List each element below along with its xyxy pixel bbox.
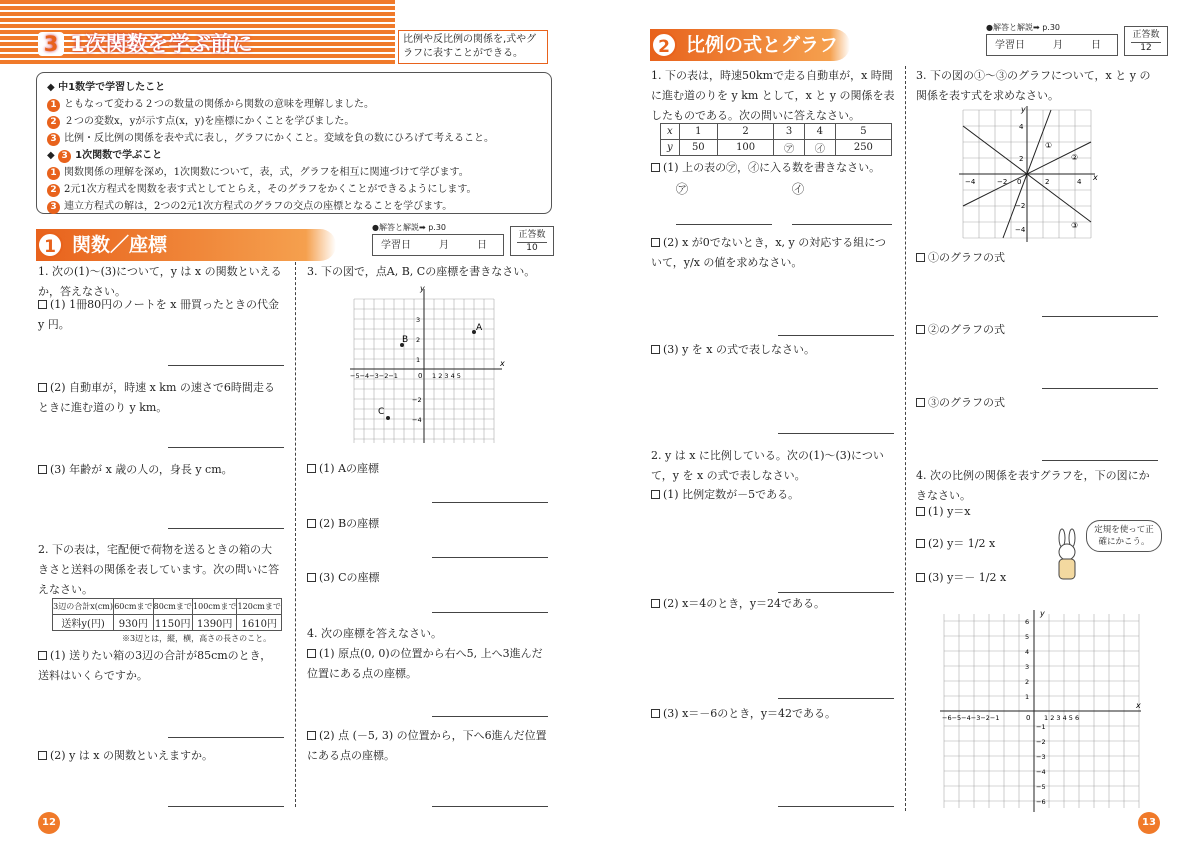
r-q1-s2: (2) x が0でないとき，x, y の対応する組について，y/x の値を求めなさい。: [651, 236, 887, 269]
section-1-title: 関数／座標: [36, 229, 336, 261]
intro-box: ◆ 中1数学で学習したこと 1 ともなって変わる２つの数量の関係から関数の意味を理解しました。 2 ２つの変数x，yが示す点(x，y)を座標にかくことを学びました。 3 比例・反比例の関係を表や式に表し，グラフにかくこと。変域を負の数にひろげて考えること。 ◆ 3 1次関数で学ぶこと 1 関数関係の理解を深め，1次関数について，表，式，グラフを相互に関連づけて学びます。 2 2元1次方程式を関数を表す式としてとらえ，そのグラフをかくことができるようにします。 3 連立方程式の解は，2つの2元1次方程式のグラフの交点の座標となることを学びます。: [36, 72, 552, 214]
study-date-right: 学習日 月 日: [986, 34, 1118, 56]
answer-line[interactable]: [778, 335, 894, 336]
r-q1-s1: (1) 上の表の㋐，㋑に入る数を書きなさい。: [651, 158, 895, 178]
answer-line[interactable]: [432, 557, 548, 558]
svg-text:2: 2: [1025, 678, 1030, 686]
checkbox[interactable]: [38, 751, 47, 760]
l-q1-stem: 1. 次の(1)～(3)について，y は x の関数といえるか，答えなさい。: [38, 265, 282, 298]
answer-line[interactable]: [432, 502, 548, 503]
answer-ref-right: ●解答と解説➡ p.30: [986, 23, 1061, 32]
speed-table: x 1 2 3 4 5 y 50 100 ㋐ ㋑ 250: [660, 123, 892, 156]
coordinate-grid-b: [955, 104, 1105, 247]
svg-text:−3: −3: [1036, 753, 1046, 761]
svg-text:−4: −4: [1036, 768, 1046, 776]
r-q3-stem: 3. 下の図の①～③のグラフについて，x と y の関係を表す式を求めなさい。: [916, 69, 1151, 102]
page-number-right: 13: [1138, 812, 1160, 834]
l-q1-s1: (1) 1冊80円のノートを x 冊買ったときの代金 y 円。: [38, 298, 279, 331]
svg-text:4: 4: [1019, 123, 1024, 131]
checkbox[interactable]: [651, 709, 660, 718]
label-a: ㋐: [676, 182, 689, 196]
answer-line[interactable]: [168, 447, 284, 448]
chapter-num: 3: [38, 32, 64, 56]
svg-text:3: 3: [1025, 663, 1030, 671]
svg-text:y: y: [1040, 609, 1045, 618]
r-q3-s2: ②のグラフの式: [916, 320, 1005, 340]
svg-text:2: 2: [1019, 155, 1024, 163]
l-q3-s1: (1) Aの座標: [307, 459, 379, 479]
answer-line[interactable]: [1042, 460, 1158, 461]
svg-text:x: x: [500, 359, 505, 368]
label-b: B: [402, 335, 409, 345]
svg-text:−4: −4: [1015, 226, 1026, 234]
answer-line[interactable]: [168, 365, 284, 366]
checkbox[interactable]: [916, 539, 925, 548]
svg-text:x: x: [1136, 701, 1141, 710]
svg-text:−6: −6: [1036, 798, 1046, 806]
section-2-num: 2: [651, 32, 677, 58]
svg-text:5: 5: [1025, 633, 1030, 641]
rabbit-illustration: [1050, 528, 1086, 587]
l-q4-s2: (2) 点 (－5, 3) の位置から，下へ6進んだ位置にある点の座標。: [307, 729, 547, 762]
checkbox[interactable]: [916, 573, 925, 582]
l-q4-stem: 4. 次の座標を答えなさい。: [307, 627, 442, 640]
answer-line[interactable]: [778, 592, 894, 593]
page-number-left: 12: [38, 812, 60, 834]
svg-text:−2: −2: [1036, 738, 1046, 746]
checkbox[interactable]: [307, 731, 316, 740]
checkbox[interactable]: [916, 398, 925, 407]
answer-line[interactable]: [1042, 316, 1158, 317]
checkbox[interactable]: [651, 490, 660, 499]
svg-text:4: 4: [1025, 648, 1030, 656]
l-q3-stem: 3. 下の図で，点A, B, Cの座標を書きなさい。: [307, 265, 536, 278]
r-q1-stem: 1. 下の表は，時速50kmで走る自動車が，x 時間に進む道のりを y km として，x と y の関係を表したものである。次の問いに答えなさい。: [651, 69, 895, 122]
svg-text:−5−4−3−2−1: −5−4−3−2−1: [350, 372, 398, 380]
checkbox[interactable]: [651, 163, 660, 172]
checkbox[interactable]: [916, 325, 925, 334]
r-q4-stem: 4. 次の比例の関係を表すグラフを，下の図にかきなさい。: [916, 469, 1150, 502]
r-q3-s3: ③のグラフの式: [916, 393, 1005, 413]
svg-text:①: ①: [1045, 141, 1053, 150]
checkbox[interactable]: [307, 573, 316, 582]
point-c: [386, 416, 390, 420]
column-divider-right: [905, 66, 906, 811]
score-box-right: 正答数 12: [1124, 26, 1168, 56]
checkbox[interactable]: [651, 599, 660, 608]
svg-text:x: x: [1093, 173, 1098, 182]
column-divider-left: [295, 262, 296, 807]
svg-text:−5: −5: [1036, 783, 1046, 791]
r-q1-s3: (3) y を x の式で表しなさい。: [651, 340, 895, 360]
answer-line[interactable]: [168, 528, 284, 529]
answer-line[interactable]: [792, 224, 892, 225]
l-q3-s3: (3) Cの座標: [307, 568, 380, 588]
score-box: 正答数 10: [510, 226, 554, 256]
svg-text:0: 0: [418, 372, 423, 380]
l-q3-s2: (2) Bの座標: [307, 514, 379, 534]
label-c: C: [378, 407, 385, 417]
checkbox[interactable]: [38, 383, 47, 392]
coordinate-grid-a: [340, 283, 510, 451]
svg-text:1: 1: [1025, 693, 1030, 701]
checkbox[interactable]: [38, 465, 47, 474]
answer-line[interactable]: [432, 612, 548, 613]
svg-text:−2: −2: [1015, 202, 1026, 210]
r-q2-s1: (1) 比例定数が－5である。: [651, 485, 895, 505]
svg-text:②: ②: [1071, 153, 1079, 162]
svg-text:2: 2: [1045, 178, 1050, 186]
l-q2-s1: (1) 送りたい箱の3辺の合計が85cmのとき，送料はいくらですか。: [38, 649, 272, 682]
answer-line[interactable]: [778, 806, 894, 807]
svg-text:1 2 3 4 5 6: 1 2 3 4 5 6: [1044, 714, 1080, 722]
l-q2-s2: (2) y は x の関数といえますか。: [38, 746, 282, 766]
r-q3-s1: ①のグラフの式: [916, 248, 1005, 268]
svg-text:0: 0: [1017, 178, 1022, 186]
chapter-goal: 比例や反比例の関係を,式やグラフに表すことができる。: [398, 30, 548, 64]
checkbox[interactable]: [916, 253, 925, 262]
l-q1-s3: (3) 年齢が x 歳の人の，身長 y cm。: [38, 460, 282, 480]
checkbox[interactable]: [307, 464, 316, 473]
checkbox[interactable]: [38, 300, 47, 309]
r-q4-s1: (1) y＝x: [916, 502, 971, 522]
speech-bubble: 定規を使って正確にかこう。: [1086, 520, 1162, 552]
svg-text:−2: −2: [412, 396, 422, 404]
answer-line[interactable]: [432, 806, 548, 807]
shipping-table: 3辺の合計x(cm) 60cmまで 80cmまで 100cmまで 120cmまで 送料y(円) 930円 1150円 1390円 1610円: [52, 598, 282, 631]
answer-line[interactable]: [168, 806, 284, 807]
svg-text:4: 4: [1077, 178, 1082, 186]
table-note: ※3辺とは，縦，横，高さの長さのこと。: [122, 634, 272, 643]
svg-text:−1: −1: [1036, 723, 1046, 731]
r-q4-s3: (3) y＝－ 1/2 x: [916, 568, 1006, 588]
answer-line[interactable]: [168, 737, 284, 738]
section-2-title: 比例の式とグラフ: [650, 29, 850, 61]
r-q4-s2: (2) y＝ 1/2 x: [916, 534, 995, 554]
svg-text:1 2 3 4 5: 1 2 3 4 5: [432, 372, 461, 380]
svg-text:y: y: [1021, 105, 1026, 114]
answer-line[interactable]: [432, 716, 548, 717]
r-q2-stem: 2. y は x に比例している。次の(1)～(3)について，y を x の式で表しなさい。: [651, 449, 884, 482]
svg-text:③: ③: [1071, 221, 1079, 230]
svg-text:0: 0: [1026, 714, 1031, 722]
checkbox[interactable]: [307, 519, 316, 528]
l-q1-s2: (2) 自動車が，時速 x km の速さで6時間走るときに進む道のり y km。: [38, 381, 275, 414]
answer-line[interactable]: [778, 698, 894, 699]
checkbox[interactable]: [651, 238, 660, 247]
checkbox[interactable]: [307, 649, 316, 658]
checkbox[interactable]: [38, 651, 47, 660]
svg-text:6: 6: [1025, 618, 1030, 626]
coordinate-grid-c: [938, 608, 1143, 817]
r-q2-s2: (2) x＝4のとき，y＝24である。: [651, 594, 895, 614]
answer-line[interactable]: [778, 433, 894, 434]
svg-text:2: 2: [416, 336, 421, 344]
checkbox[interactable]: [916, 507, 925, 516]
chapter-title: 3 1次関数を学ぶ前に: [38, 28, 253, 58]
label-a: A: [476, 323, 483, 333]
svg-text:−4: −4: [965, 178, 976, 186]
l-q2-stem: 2. 下の表は，宅配便で荷物を送るときの箱の大きさと送料の関係を表しています。次の問いに答えなさい。: [38, 543, 280, 596]
l-q4-s1: (1) 原点(0, 0)の位置から右へ5, 上へ3進んだ位置にある点の座標。: [307, 647, 543, 680]
svg-text:−2: −2: [997, 178, 1008, 186]
svg-text:3: 3: [416, 316, 421, 324]
svg-text:1: 1: [416, 356, 421, 364]
answer-line[interactable]: [1042, 388, 1158, 389]
svg-text:y: y: [420, 284, 425, 293]
r-q2-s3: (3) x＝－6のとき，y＝42である。: [651, 704, 895, 724]
svg-text:−6−5−4−3−2−1: −6−5−4−3−2−1: [942, 714, 1000, 722]
svg-text:−4: −4: [412, 416, 422, 424]
answer-line[interactable]: [676, 224, 772, 225]
answer-ref: ●解答と解説➡ p.30: [372, 223, 447, 232]
section-1-num: 1: [37, 232, 63, 258]
study-date: 学習日 月 日: [372, 234, 504, 256]
label-b: ㋑: [792, 182, 805, 196]
checkbox[interactable]: [651, 345, 660, 354]
